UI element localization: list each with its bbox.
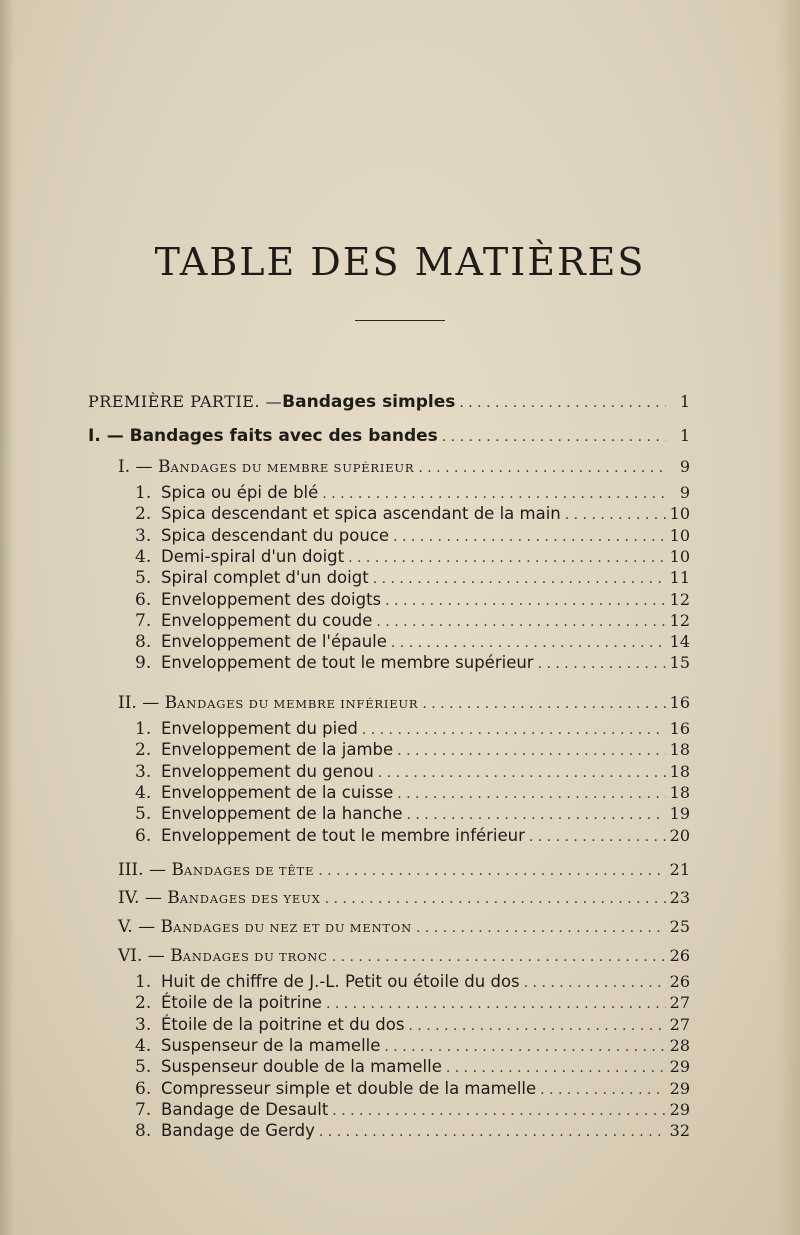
toc-item-entry bbox=[135, 482, 690, 504]
item-label: Enveloppement de la cuisse bbox=[161, 782, 394, 802]
page-number: 9 bbox=[679, 457, 690, 476]
leader-dots bbox=[446, 1057, 666, 1079]
item-label: Enveloppement de la hanche bbox=[161, 804, 403, 824]
item-number: 6. bbox=[135, 825, 152, 846]
leader-dots bbox=[319, 1121, 666, 1143]
page-number: 18 bbox=[669, 761, 690, 781]
item-label: Enveloppement du genou bbox=[161, 761, 374, 781]
toc-part-entry bbox=[88, 391, 690, 413]
page-number: 27 bbox=[669, 993, 690, 1013]
item-label: Enveloppement du pied bbox=[161, 719, 358, 738]
page-number: 20 bbox=[669, 825, 690, 845]
item-number: 5. bbox=[135, 1057, 152, 1078]
page-number: 28 bbox=[669, 1035, 690, 1055]
leader-dots bbox=[416, 917, 666, 939]
toc-item-entry bbox=[135, 546, 690, 568]
item-number: 8. bbox=[135, 1121, 152, 1142]
item-label: Spica descendant du pouce bbox=[161, 525, 390, 545]
leader-dots bbox=[524, 972, 666, 994]
leader-dots bbox=[376, 611, 665, 633]
leader-dots bbox=[397, 783, 665, 805]
item-number: 7. bbox=[135, 1099, 152, 1120]
item-label: Enveloppement de la jambe bbox=[161, 740, 394, 760]
toc-subsection-entry bbox=[118, 456, 690, 478]
item-number: 3. bbox=[135, 761, 152, 782]
item-label: Spica descendant et spica ascendant de la main bbox=[161, 504, 561, 524]
page-number: 11 bbox=[669, 568, 690, 588]
item-label: Enveloppement du coude bbox=[161, 610, 373, 630]
leader-dots bbox=[362, 719, 666, 741]
item-label: Enveloppement de tout le membre inférieur bbox=[161, 825, 525, 845]
leader-dots bbox=[459, 392, 666, 414]
subsection-label: IV. — BANDAGES DES YEUX bbox=[118, 888, 321, 908]
page-number: 18 bbox=[669, 740, 690, 760]
subsection-label: III. — BANDAGES DE TÊTE bbox=[118, 860, 315, 880]
item-number: 4. bbox=[135, 1035, 152, 1056]
leader-dots bbox=[397, 740, 665, 762]
item-number: 7. bbox=[135, 610, 152, 631]
item-label: Enveloppement de l'épaule bbox=[161, 632, 387, 652]
item-label: Étoile de la poitrine bbox=[161, 993, 322, 1013]
leader-dots bbox=[385, 590, 666, 612]
leader-dots bbox=[348, 547, 666, 569]
toc-item-entry bbox=[135, 567, 690, 589]
toc-item-entry bbox=[135, 825, 690, 847]
toc-item-entry bbox=[135, 652, 690, 674]
subsection-label: I. — BANDAGES DU MEMBRE SUPÉRIEUR bbox=[118, 457, 415, 477]
page-number: 32 bbox=[669, 1121, 690, 1141]
part-label: PREMIÈRE PARTIE. — bbox=[88, 392, 283, 411]
page-number: 23 bbox=[669, 888, 690, 907]
item-label: Huit de chiffre de J.-L. Petit ou étoile du dos bbox=[161, 972, 520, 991]
toc-item-entry bbox=[135, 971, 690, 993]
toc-item-entry bbox=[135, 525, 690, 547]
subsection-label: VI. — BANDAGES DU TRONC bbox=[118, 946, 328, 966]
item-number: 2. bbox=[135, 740, 152, 761]
toc-item-entry bbox=[135, 782, 690, 804]
item-number: 3. bbox=[135, 525, 152, 546]
leader-dots bbox=[391, 632, 666, 654]
toc-item-entry bbox=[135, 503, 690, 525]
toc-item-entry bbox=[135, 739, 690, 761]
item-number: 5. bbox=[135, 568, 152, 589]
toc-item-entry bbox=[135, 1014, 690, 1036]
page-number: 10 bbox=[669, 504, 690, 524]
item-number: 2. bbox=[135, 993, 152, 1014]
toc-subsection-entry bbox=[118, 692, 690, 714]
item-number: 9. bbox=[135, 653, 152, 674]
toc-item-entry bbox=[135, 803, 690, 825]
item-label: Spiral complet d'un doigt bbox=[161, 568, 369, 588]
page-number: 19 bbox=[669, 804, 690, 824]
page-number: 14 bbox=[669, 632, 690, 652]
item-label: Étoile de la poitrine et du dos bbox=[161, 1014, 405, 1034]
page-number: 16 bbox=[669, 719, 690, 738]
page-number: 10 bbox=[669, 525, 690, 545]
item-label: Enveloppement des doigts bbox=[161, 589, 382, 609]
leader-dots bbox=[529, 826, 666, 848]
leader-dots bbox=[538, 653, 666, 675]
item-number: 6. bbox=[135, 1078, 152, 1099]
item-label: Bandage de Gerdy bbox=[161, 1121, 315, 1141]
toc-subsection-entry bbox=[118, 887, 690, 909]
leader-dots bbox=[332, 946, 666, 968]
page-number: 1 bbox=[679, 426, 690, 445]
toc-subsection-entry bbox=[118, 945, 690, 967]
page-number: 29 bbox=[669, 1057, 690, 1077]
item-number: 8. bbox=[135, 632, 152, 653]
section-label: I. — Bandages faits avec des bandes bbox=[88, 426, 438, 446]
toc-item-entry bbox=[135, 1056, 690, 1078]
page-number: 18 bbox=[669, 782, 690, 802]
page-number: 9 bbox=[679, 483, 690, 502]
leader-dots bbox=[565, 504, 666, 526]
leader-dots bbox=[373, 568, 666, 590]
item-label: Suspenseur de la mamelle bbox=[161, 1035, 381, 1055]
toc-item-entry bbox=[135, 718, 690, 740]
toc-item-entry bbox=[135, 610, 690, 632]
leader-dots bbox=[540, 1079, 665, 1101]
toc-item-entry bbox=[135, 1035, 690, 1057]
toc-item-entry bbox=[135, 1099, 690, 1121]
part-title: Bandages simples bbox=[282, 392, 456, 412]
page-number: 27 bbox=[669, 1014, 690, 1034]
leader-dots bbox=[408, 1015, 665, 1037]
leader-dots bbox=[325, 888, 666, 910]
toc-item-entry bbox=[135, 631, 690, 653]
toc-item-entry bbox=[135, 992, 690, 1014]
item-number: 6. bbox=[135, 589, 152, 610]
page-number: 26 bbox=[669, 972, 690, 991]
subsection-label: V. — BANDAGES DU NEZ ET DU MENTON bbox=[118, 917, 412, 937]
item-number: 4. bbox=[135, 546, 152, 567]
leader-dots bbox=[322, 483, 666, 505]
toc-item-entry bbox=[135, 1120, 690, 1142]
leader-dots bbox=[418, 457, 666, 479]
page-number: 15 bbox=[669, 653, 690, 673]
toc-subsection-entry bbox=[118, 916, 690, 938]
page-number: 16 bbox=[669, 693, 690, 712]
item-number: 4. bbox=[135, 782, 152, 803]
leader-dots bbox=[318, 860, 665, 882]
toc-item-entry bbox=[135, 589, 690, 611]
toc-item-entry bbox=[135, 1078, 690, 1100]
leader-dots bbox=[378, 762, 666, 784]
item-number: 5. bbox=[135, 804, 152, 825]
page-number: 29 bbox=[669, 1099, 690, 1119]
leader-dots bbox=[422, 693, 665, 715]
page-number: 1 bbox=[679, 392, 690, 411]
item-number: 2. bbox=[135, 504, 152, 525]
toc-section-entry bbox=[88, 425, 690, 447]
leader-dots bbox=[384, 1036, 665, 1058]
leader-dots bbox=[326, 993, 666, 1015]
item-number: 3. bbox=[135, 1014, 152, 1035]
item-label: Bandage de Desault bbox=[161, 1099, 329, 1119]
item-label: Spica ou épi de blé bbox=[161, 483, 319, 502]
item-number: 1. bbox=[135, 719, 152, 739]
leader-dots bbox=[407, 804, 666, 826]
item-number: 1. bbox=[135, 972, 152, 992]
page-number: 25 bbox=[669, 917, 690, 936]
item-label: Compresseur simple et double de la mamelle bbox=[161, 1078, 537, 1098]
item-label: Suspenseur double de la mamelle bbox=[161, 1057, 442, 1077]
page-number: 26 bbox=[669, 946, 690, 965]
toc-subsection-entry bbox=[118, 859, 690, 881]
leader-dots bbox=[442, 426, 666, 448]
leader-dots bbox=[332, 1100, 665, 1122]
page-title: TABLE DES MATIÈRES bbox=[154, 240, 646, 284]
subsection-label: II. — BANDAGES DU MEMBRE INFÉRIEUR bbox=[118, 693, 419, 713]
item-label: Demi-spiral d'un doigt bbox=[161, 546, 345, 566]
item-label: Enveloppement de tout le membre supérieur bbox=[161, 653, 534, 673]
page-number: 12 bbox=[669, 589, 690, 609]
item-number: 1. bbox=[135, 483, 152, 503]
page-number: 21 bbox=[669, 860, 690, 879]
page-number: 10 bbox=[669, 546, 690, 566]
page-number: 29 bbox=[669, 1078, 690, 1098]
page-number: 12 bbox=[669, 610, 690, 630]
leader-dots bbox=[393, 526, 666, 548]
toc-item-entry bbox=[135, 761, 690, 783]
